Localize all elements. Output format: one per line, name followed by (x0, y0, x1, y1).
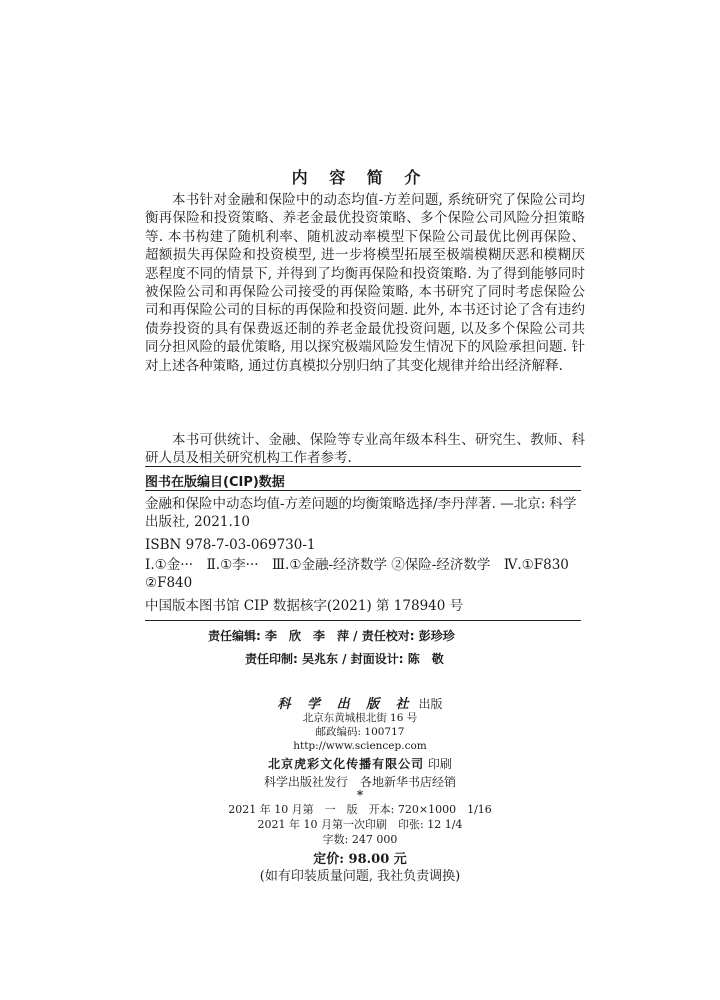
credits-line-1: 责任编辑: 李 欣 李 萍 / 责任校对: 彭珍珍 (208, 629, 455, 643)
printer-suffix: 印刷 (427, 757, 452, 771)
edition-line-2: 2021 年 10 月第一次印刷 印张: 12 1/4 (257, 818, 463, 831)
edition-line-1: 2021 年 10 月第 一 版 开本: 720×1000 1/16 (228, 803, 492, 816)
cip-top-rule (145, 466, 581, 467)
printer-line (0, 755, 720, 772)
publisher-postcode: 邮政编码: 100717 (315, 726, 405, 738)
intro-paragraph-1: 本书针对金融和保险中的动态均值-方差问题, 系统研究了保险公司均衡再保险和投资策略、养老金最优投资策略、多个保险公司风险分担策略等. 本书构建了随机利率、随机波动率模型下保险公司最优比例再保险、超额损失再保险和投资模型, 进一步将模型拓展至极端模糊厌恶和模糊厌恶程度不同的情景下, 并得到了均衡再保险和投资策略. 为了得到能够同时被保险公司和再保险公司接受的再保险策略, 本书研究了同时考虑保险公司和再保险公司的目标的再保险和投资问题. 此外, 本书还讨论了含有违约债券投资的具有保费返还制的养老金最优投资问题, 以及多个保险公司共同分担风险的最优策略, 用以探究极端风险发生情况下的风险承担问题. 针对上述各种策略, 通过仿真模拟分别归纳了其变化规律并给出经济解释. (145, 192, 585, 374)
cip-bottom-rule (145, 620, 581, 621)
cip-title-line: 金融和保险中动态均值-方差问题的均衡策略选择/李丹萍著. —北京: 科学出版社, 2021.10 (145, 496, 577, 530)
cip-classification: Ⅰ.①金··· Ⅱ.①李··· Ⅲ.①金融-经济数学 ②保险-经济数学 Ⅳ.①F830 ②F840 (145, 557, 569, 591)
cip-header: 图书在版编目(CIP)数据 (145, 475, 285, 490)
cip-header-rule (145, 490, 581, 491)
publisher-address: 北京东黄城根北街 16 号 (302, 712, 418, 724)
printer-name: 北京虎彩文化传播有限公司 (268, 757, 425, 771)
publisher-logo: 科 学 出 版 社 (277, 697, 415, 712)
separator-star: * (356, 788, 364, 802)
credits-line-2: 责任印制: 吴兆东 / 封面设计: 陈 敬 (245, 652, 444, 666)
intro-paragraph-2: 本书可供统计、金融、保险等专业高年级本科生、研究生、教师、科研人员及相关研究机构工作者参考. (145, 432, 585, 467)
cip-isbn: ISBN 978-7-03-069730-1 (145, 537, 316, 553)
publisher-line (0, 693, 720, 712)
word-count: 字数: 247 000 (322, 833, 398, 846)
quality-notice: (如有印装质量问题, 我社负责调换) (259, 869, 461, 884)
page-title: 内 容 简 介 (291, 168, 429, 187)
publisher-url: http://www.sciencep.com (293, 740, 427, 752)
distribution-line: 科学出版社发行 各地新华书店经销 (263, 775, 456, 789)
publisher-suffix: 出版 (418, 697, 443, 711)
cip-number: 中国版本图书馆 CIP 数据核字(2021) 第 178940 号 (145, 598, 464, 614)
price: 定价: 98.00 元 (313, 852, 407, 867)
